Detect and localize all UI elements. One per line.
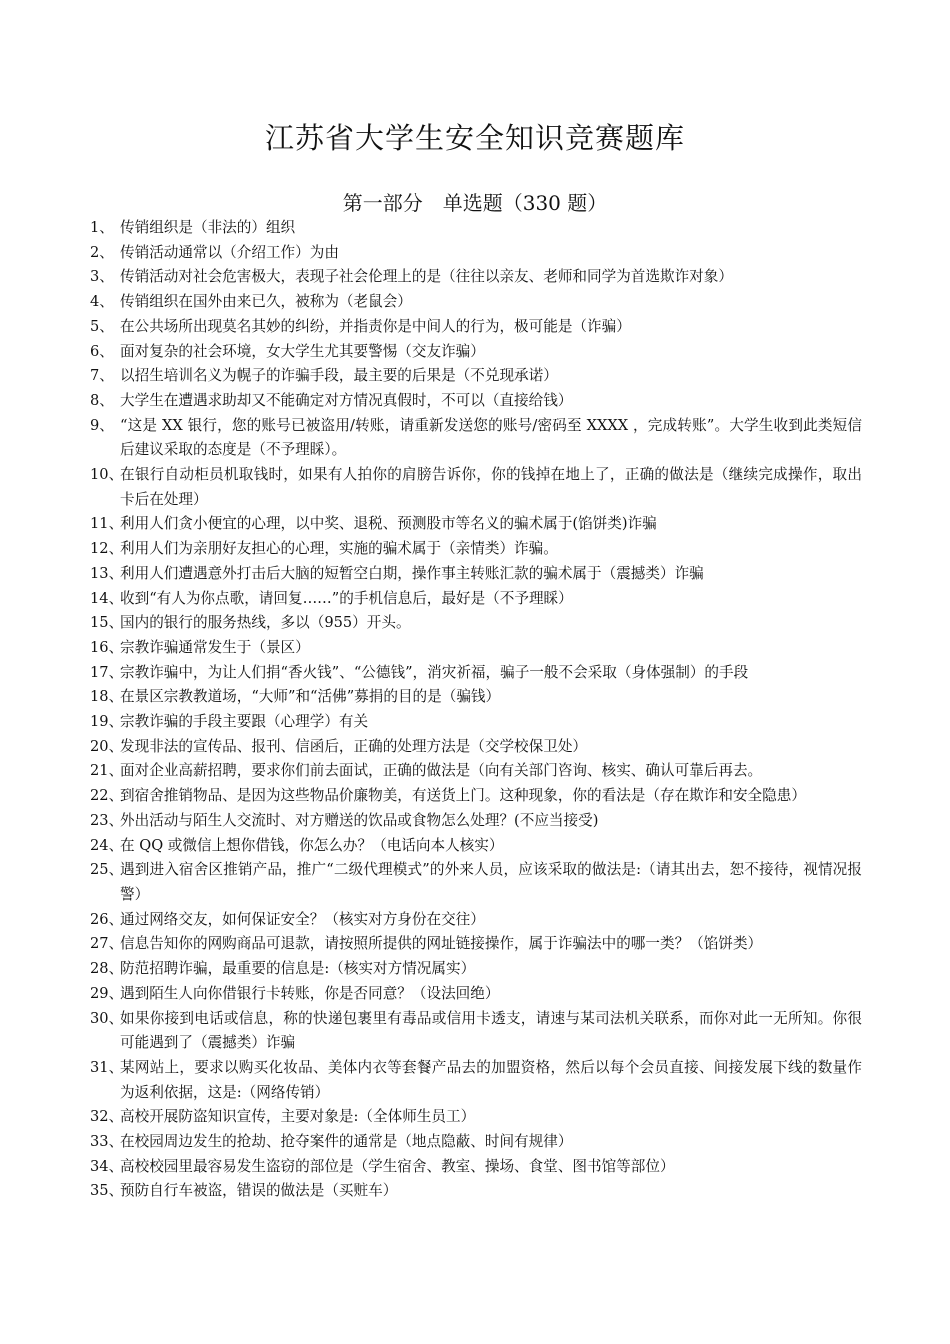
- question-text: 通过网络交友，如何保证安全？（核实对方身份在交往）: [120, 910, 485, 928]
- question-item: [90, 957, 862, 982]
- document-title: 江苏省大学生安全知识竞赛题库: [264, 121, 685, 156]
- question-item: [90, 1130, 862, 1155]
- question-item: [90, 265, 862, 290]
- question-item: [90, 636, 862, 661]
- question-number: 27、: [90, 935, 124, 953]
- question-item: [90, 537, 862, 562]
- question-number: 30、: [90, 1009, 124, 1027]
- question-text: 外出活动与陌生人交流时、对方赠送的饮品或食物怎么处理？(不应当接受): [120, 811, 599, 829]
- question-number: 33、: [90, 1133, 124, 1151]
- question-text: 在景区宗教教道场，“大师”和“活佛”募捐的目的是（骗钱）: [120, 688, 501, 706]
- question-number: 9、: [90, 416, 114, 434]
- question-item: [90, 710, 862, 735]
- question-number: 10、: [90, 466, 124, 484]
- question-text: 预防自行车被盗，错误的做法是（买赃车）: [120, 1182, 398, 1200]
- question-item: [90, 290, 862, 315]
- question-item: [90, 858, 862, 907]
- question-number: 21、: [90, 762, 124, 780]
- question-item: [90, 661, 862, 686]
- question-item: [90, 1007, 862, 1056]
- question-item: [90, 982, 862, 1007]
- question-number: 28、: [90, 960, 124, 978]
- question-item: [90, 216, 862, 241]
- question-number: 7、: [90, 367, 114, 385]
- question-number: 32、: [90, 1108, 124, 1126]
- question-text: 在 QQ 或微信上想你借钱，你怎么办？（电话向本人核实）: [120, 836, 504, 854]
- question-number: 35、: [90, 1182, 124, 1200]
- question-item: [90, 932, 862, 957]
- question-text: 发现非法的宣传品、报刊、信函后，正确的处理方法是（交学校保卫处）: [120, 737, 588, 755]
- question-text: 在校园周边发生的抢劫、抢夺案件的通常是（地点隐蔽、时间有规律）: [120, 1133, 573, 1151]
- question-text: 利用人们遭遇意外打击后大脑的短暂空白期，操作事主转账汇款的骗术属于（震撼类）诈骗: [120, 564, 704, 582]
- question-number: 4、: [90, 293, 114, 311]
- question-item: [90, 463, 862, 512]
- question-item: [90, 1105, 862, 1130]
- question-item: [90, 834, 862, 859]
- question-item: [90, 735, 862, 760]
- question-text: 利用人们为亲朋好友担心的心理，实施的骗术属于（亲情类）诈骗。: [120, 540, 558, 558]
- question-item: [90, 241, 862, 266]
- question-text: 以招生培训名义为幌子的诈骗手段，最主要的后果是（不兑现承诺）: [120, 367, 558, 385]
- question-text: 高校校园里最容易发生盗窃的部位是（学生宿舍、教室、操场、食堂、图书馆等部位）: [120, 1157, 675, 1175]
- question-text: 某网站上，要求以购买化妆品、美体内衣等套餐产品去的加盟资格，然后以每个会员直接、间接发展下线的数量作为返利依据，这是:（网络传销）: [120, 1058, 862, 1101]
- question-item: [90, 1155, 862, 1180]
- question-text: 传销组织在国外由来已久，被称为（老鼠会）: [120, 293, 412, 311]
- question-list: [90, 216, 862, 1204]
- question-item: [90, 759, 862, 784]
- question-item: [90, 389, 862, 414]
- question-item: [90, 364, 862, 389]
- question-text: 面对企业高薪招聘，要求你们前去面试，正确的做法是（向有关部门咨询、核实、确认可靠后再去。: [120, 762, 763, 780]
- question-number: 8、: [90, 391, 114, 409]
- question-number: 24、: [90, 836, 124, 854]
- question-text: “这是 XX 银行，您的账号已被盗用/转账，请重新发送您的账号/密码至 XXXX ，完成转账”。大学生收到此类短信后建议采取的态度是（不予理睬）。: [120, 416, 862, 459]
- question-number: 1、: [90, 219, 114, 236]
- question-text: 宗教诈骗中，为让人们捐“香火钱”、“公德钱”，消灾祈福，骗子一般不会采取（身体强制）的手段: [120, 663, 749, 681]
- question-item: [90, 685, 862, 710]
- question-number: 29、: [90, 984, 124, 1002]
- question-number: 18、: [90, 688, 124, 706]
- question-text: 在公共场所出现莫名其妙的纠纷，并指责你是中间人的行为，极可能是（诈骗）: [120, 317, 631, 335]
- question-number: 19、: [90, 713, 124, 731]
- question-item: [90, 562, 862, 587]
- question-text: 到宿舍推销物品、是因为这些物品价廉物美，有送货上门。这种现象，你的看法是（存在欺诈和安全隐患）: [120, 787, 806, 805]
- question-number: 16、: [90, 638, 124, 656]
- question-text: 面对复杂的社会环境，女大学生尤其要警惕（交友诈骗）: [120, 342, 485, 360]
- question-number: 6、: [90, 342, 114, 360]
- question-number: 2、: [90, 243, 114, 261]
- question-number: 3、: [90, 268, 114, 286]
- question-number: 17、: [90, 663, 124, 681]
- question-number: 15、: [90, 614, 124, 632]
- question-text: 传销组织是（非法的）组织: [120, 219, 296, 236]
- question-number: 12、: [90, 540, 124, 558]
- question-text: 利用人们贪小便宜的心理，以中奖、退税、预测股市等名义的骗术属于(馅饼类)诈骗: [120, 515, 657, 533]
- question-number: 5、: [90, 317, 114, 335]
- question-number: 13、: [90, 564, 124, 582]
- question-item: [90, 587, 862, 612]
- question-number: 14、: [90, 589, 124, 607]
- question-number: 25、: [90, 861, 124, 879]
- question-number: 26、: [90, 910, 124, 928]
- question-item: [90, 340, 862, 365]
- question-text: 收到“有人为你点歌，请回复……”的手机信息后，最好是（不予理睬）: [120, 589, 573, 607]
- question-text: 国内的银行的服务热线，多以（955）开头。: [120, 614, 411, 632]
- question-number: 22、: [90, 787, 124, 805]
- question-text: 在银行自动柜员机取钱时，如果有人拍你的肩膀告诉你，你的钱掉在地上了，正确的做法是（继续完成操作，取出卡后在处理）: [120, 466, 862, 508]
- question-text: 如果你接到电话或信息，称的快递包裹里有毒品或信用卡透支，请速与某司法机关联系，而你对此一无所知。你很可能遇到了（震撼类）诈骗: [120, 1009, 862, 1052]
- question-text: 大学生在遭遇求助却又不能确定对方情况真假时，不可以（直接给钱）: [120, 391, 573, 409]
- question-item: [90, 315, 862, 340]
- question-number: 23、: [90, 811, 124, 829]
- question-text: 防范招聘诈骗，最重要的信息是:（核实对方情况属实）: [120, 960, 476, 978]
- question-number: 31、: [90, 1058, 124, 1076]
- question-text: 传销活动通常以（介绍工作）为由: [120, 243, 339, 261]
- question-number: 20、: [90, 737, 124, 755]
- question-number: 34、: [90, 1157, 124, 1175]
- question-text: 传销活动对社会危害极大，表现子社会伦理上的是（往往以亲友、老师和同学为首选欺诈对象）: [120, 268, 733, 286]
- question-text: 宗教诈骗通常发生于（景区）: [120, 638, 310, 656]
- question-item: [90, 908, 862, 933]
- question-item: [90, 809, 862, 834]
- question-item: [90, 611, 862, 636]
- question-item: [90, 512, 862, 537]
- question-item: [90, 1056, 862, 1105]
- question-text: 宗教诈骗的手段主要跟（心理学）有关: [120, 713, 369, 731]
- question-text: 高校开展防盗知识宣传，主要对象是:（全体师生员工）: [120, 1108, 476, 1126]
- question-item: [90, 414, 862, 463]
- question-text: 遇到陌生人向你借银行卡转账，你是否同意？（设法回绝）: [120, 984, 500, 1002]
- question-text: 信息告知你的网购商品可退款，请按照所提供的网址链接操作，属于诈骗法中的哪一类？（馅饼类）: [120, 935, 763, 953]
- question-item: [90, 784, 862, 809]
- section-heading: 第一部分 单选题（330 题）: [342, 190, 608, 215]
- question-number: 11、: [90, 515, 124, 533]
- question-text: 遇到进入宿舍区推销产品，推广“二级代理模式”的外来人员，应该采取的做法是:（请其出去，恕不接待，视情况报警）: [120, 861, 862, 903]
- question-item: [90, 1179, 862, 1204]
